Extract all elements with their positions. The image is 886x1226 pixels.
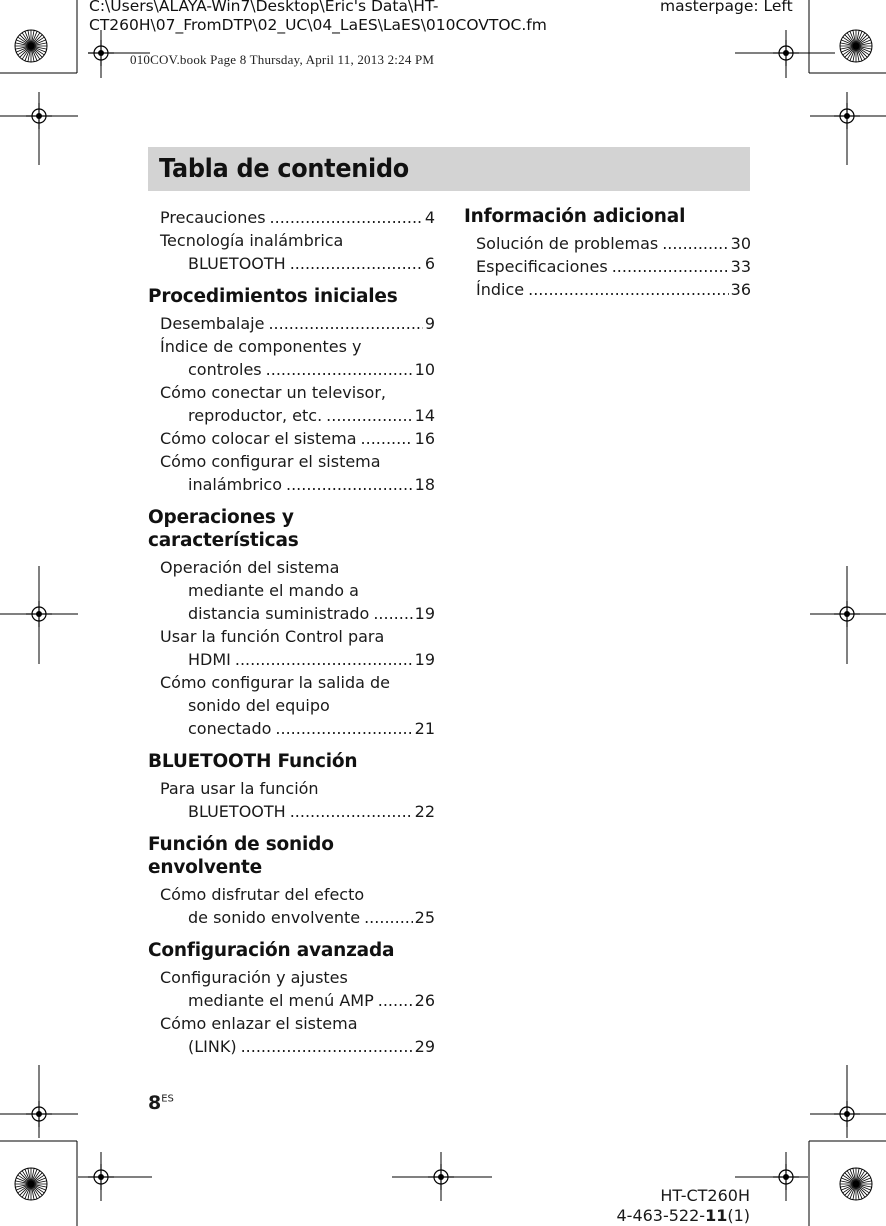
toc-entry-line [160, 966, 435, 989]
toc-entry-text: Cómo configurar el sistema [160, 452, 381, 471]
toc-entry [148, 966, 435, 1012]
toc-entry-text: mediante el mando a [188, 581, 359, 600]
dot-leader [326, 404, 412, 427]
dot-leader [364, 906, 413, 929]
toc-entry-text: HDMI [188, 650, 231, 669]
toc-entry-line [160, 1035, 435, 1058]
toc-entry-line [160, 579, 435, 602]
toc-entry-line [160, 335, 435, 358]
part-number-prefix: 4-463-522- [616, 1206, 706, 1225]
dot-leader [235, 648, 413, 671]
section-heading: Información adicional [464, 206, 686, 227]
toc-entry-line [476, 278, 751, 301]
title-band [148, 147, 750, 191]
page-number-suffix: ES [161, 1093, 174, 1105]
toc-page-number: 16 [414, 429, 435, 448]
toc-page-number: 19 [414, 650, 435, 669]
toc-entry-text: Tecnología inalámbrica [160, 231, 344, 250]
toc-entry-text: Configuración y ajustes [160, 968, 348, 987]
toc-entry-text: Cómo colocar el sistema [160, 429, 357, 448]
part-number-suffix: (1) [727, 1206, 750, 1225]
toc-page-number: 22 [414, 802, 435, 821]
toc-entry-line [160, 1012, 435, 1035]
toc-section [148, 939, 435, 1058]
toc-entry [464, 232, 751, 255]
toc-page-number: 30 [730, 234, 751, 253]
page-number-value: 8 [148, 1092, 162, 1114]
toc-entry-text: inalámbrico [188, 475, 282, 494]
dot-leader [290, 252, 423, 275]
dot-leader [270, 206, 423, 229]
dot-leader [361, 427, 413, 450]
masterpage-label: masterpage: Left [660, 0, 793, 15]
toc-page-number: 21 [414, 719, 435, 738]
toc-entry [148, 777, 435, 823]
toc-entry [464, 278, 751, 301]
toc-page-number: 9 [424, 314, 435, 333]
dot-leader [286, 473, 413, 496]
dot-leader [528, 278, 729, 301]
toc-entry [148, 312, 435, 335]
toc-entry-text: Cómo conectar un televisor, [160, 383, 387, 402]
toc-entry-line [160, 906, 435, 929]
toc-page-number: 10 [414, 360, 435, 379]
toc-entry-text: Cómo enlazar el sistema [160, 1014, 358, 1033]
toc-section [148, 750, 435, 823]
toc-section [464, 205, 751, 301]
toc-entry [148, 450, 435, 496]
toc-entry-text: de sonido envolvente [188, 908, 361, 927]
section-heading: Configuración avanzada [148, 940, 395, 961]
toc-entry-line [160, 625, 435, 648]
dot-leader [290, 800, 413, 823]
toc-page-number: 36 [730, 280, 751, 299]
toc-section [148, 506, 435, 740]
toc-page-number: 26 [414, 991, 435, 1010]
toc-entry [148, 1012, 435, 1058]
toc-entry-line [160, 556, 435, 579]
toc-section [148, 833, 435, 929]
part-number-bold: 11 [705, 1206, 728, 1225]
toc-entry-text: Desembalaje [160, 314, 265, 333]
toc-page-number: 6 [424, 254, 435, 273]
page-number [148, 1092, 174, 1114]
toc-entry-line [160, 671, 435, 694]
toc-entry-text: (LINK) [188, 1037, 237, 1056]
toc-entry-text: BLUETOOTH [188, 802, 286, 821]
toc-entry-line [476, 255, 751, 278]
toc-entry-text: Para usar la función [160, 779, 319, 798]
toc-entry [148, 625, 435, 671]
toc-entry-line [160, 777, 435, 800]
toc-entry [148, 427, 435, 450]
toc-entry-text: BLUETOOTH [188, 254, 286, 273]
toc-entry-text: Cómo configurar la salida de [160, 673, 390, 692]
toc-section [148, 206, 435, 275]
toc-entry-text: Operación del sistema [160, 558, 340, 577]
dot-leader [266, 358, 413, 381]
dot-leader [612, 255, 729, 278]
toc-entry-text: Solución de problemas [476, 234, 659, 253]
toc-left-column [148, 206, 435, 1058]
part-number [616, 1206, 750, 1226]
toc-entry-line [160, 206, 435, 229]
toc-entry-line [160, 602, 435, 625]
section-heading: Función de sonido [148, 834, 334, 855]
toc-entry-line [160, 883, 435, 906]
file-path-line-2: CT260H\07_FromDTP\02_UC\04_LaES\LaES\010COVTOC.fm [89, 16, 547, 34]
toc-entry [148, 556, 435, 625]
section-heading: características [148, 530, 299, 551]
toc-page-number: 29 [414, 1037, 435, 1056]
toc-entry [148, 883, 435, 929]
page-title: Tabla de contenido [159, 154, 409, 184]
toc-entry-text: Especificaciones [476, 257, 608, 276]
section-heading: BLUETOOTH Función [148, 751, 358, 772]
toc-entry-line [476, 232, 751, 255]
toc-page-number: 33 [730, 257, 751, 276]
dot-leader [241, 1035, 413, 1058]
toc-entry-text: Índice de componentes y [160, 337, 362, 356]
model-name: HT-CT260H [660, 1186, 750, 1205]
toc-entry-line [160, 358, 435, 381]
dot-leader [378, 989, 413, 1012]
toc-entry-line [160, 450, 435, 473]
toc-entry [148, 206, 435, 229]
toc-entry-line [160, 648, 435, 671]
toc-entry-line [160, 404, 435, 427]
toc-entry-text: distancia suministrado [188, 604, 370, 623]
toc-entry-line [160, 312, 435, 335]
toc-entry-line [160, 381, 435, 404]
toc-entry [148, 335, 435, 381]
toc-entry-line [160, 989, 435, 1012]
toc-entry-text: Precauciones [160, 208, 266, 227]
section-heading: Operaciones y [148, 507, 294, 528]
dot-leader [373, 602, 412, 625]
toc-entry-line [160, 229, 435, 252]
toc-section [148, 285, 435, 496]
toc-entry [464, 255, 751, 278]
dot-leader [268, 312, 422, 335]
toc-page-number: 4 [424, 208, 435, 227]
dot-leader [662, 232, 728, 255]
toc-entry-text: conectado [188, 719, 272, 738]
toc-entry-line [160, 694, 435, 717]
toc-entry [148, 671, 435, 740]
section-heading: envolvente [148, 857, 262, 878]
toc-entry-text: Usar la función Control para [160, 627, 385, 646]
toc-page-number: 14 [414, 406, 435, 425]
toc-entry-text: reproductor, etc. [188, 406, 323, 425]
section-heading: Procedimientos iniciales [148, 286, 398, 307]
toc-entry-text: controles [188, 360, 262, 379]
toc-page-number: 19 [414, 604, 435, 623]
toc-entry [148, 229, 435, 275]
toc-entry [148, 381, 435, 427]
toc-entry-line [160, 473, 435, 496]
toc-entry-line [160, 717, 435, 740]
file-path-line-1: C:\Users\ALAYA-Win7\Desktop\Eric's Data\HT- [89, 0, 439, 15]
toc-entry-line [160, 252, 435, 275]
book-info-line: 010COV.book Page 8 Thursday, April 11, 2013 2:24 PM [130, 52, 435, 67]
toc-entry-text: Cómo disfrutar del efecto [160, 885, 365, 904]
toc-entry-line [160, 427, 435, 450]
toc-entry-line [160, 800, 435, 823]
dot-leader [275, 717, 412, 740]
toc-entry-text: mediante el menú AMP [188, 991, 374, 1010]
toc-page-number: 18 [414, 475, 435, 494]
toc-entry-text: Índice [476, 280, 525, 299]
toc-entry-text: sonido del equipo [188, 696, 330, 715]
toc-right-column [464, 205, 751, 301]
toc-page-number: 25 [414, 908, 435, 927]
